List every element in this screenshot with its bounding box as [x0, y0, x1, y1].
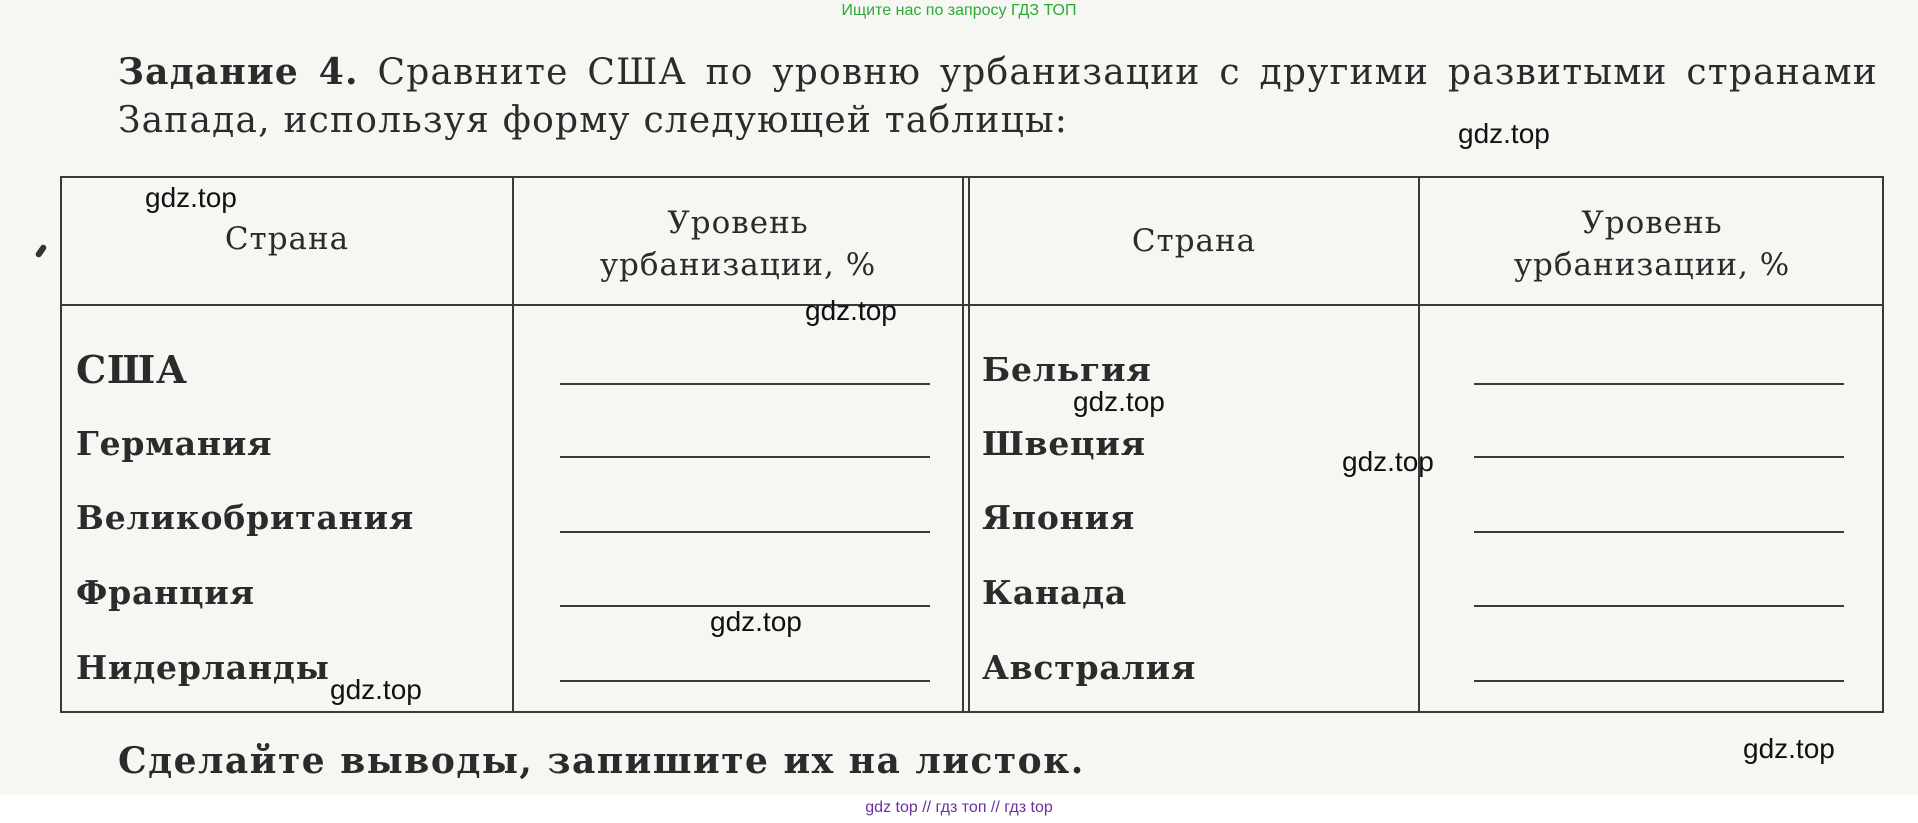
watermark: gdz.top: [330, 674, 422, 705]
answer-line-uk[interactable]: [560, 531, 930, 533]
answer-line-sweden[interactable]: [1474, 456, 1844, 458]
task-text: Сравните США по уровню урбанизации с другими развитыми странами Запада, используя форму следующей таблицы:: [118, 52, 1878, 141]
conclusion-text: Сделайте выводы, запишите их на листок.: [118, 740, 1085, 782]
answer-line-canada[interactable]: [1474, 605, 1844, 607]
answer-line-usa[interactable]: [560, 383, 930, 385]
top-banner[interactable]: Ищите нас по запросу ГДЗ ТОП: [841, 2, 1077, 19]
country-uk: Великобритания: [76, 498, 415, 537]
answer-line-australia[interactable]: [1474, 680, 1844, 682]
header-level-right-line2: урбанизации, %: [1513, 247, 1791, 283]
country-france: Франция: [76, 573, 255, 612]
country-japan: Япония: [982, 498, 1136, 537]
header-level-left-line2: урбанизации, %: [599, 247, 877, 283]
watermark: gdz.top: [1458, 118, 1550, 149]
header-country-left: Страна: [224, 221, 350, 257]
watermark: gdz.top: [1073, 386, 1165, 417]
task-label: Задание 4.: [118, 51, 359, 93]
answer-line-belgium[interactable]: [1474, 383, 1844, 385]
watermark: gdz.top: [1743, 733, 1835, 764]
bottom-banner[interactable]: gdz top // гдз топ // гдз top: [865, 799, 1053, 816]
country-netherlands: Нидерланды: [76, 648, 330, 687]
task-paragraph: [118, 48, 1878, 145]
watermark: gdz.top: [805, 295, 897, 326]
answer-line-japan[interactable]: [1474, 531, 1844, 533]
header-country-right: Страна: [1131, 223, 1257, 259]
header-level-left: [514, 202, 962, 286]
watermark: gdz.top: [1342, 446, 1434, 477]
answer-line-germany[interactable]: [560, 456, 930, 458]
country-australia: Австралия: [982, 648, 1197, 687]
answer-line-netherlands[interactable]: [560, 680, 930, 682]
header-separator: [62, 304, 1882, 306]
country-sweden: Швеция: [982, 424, 1146, 463]
country-germany: Германия: [76, 424, 273, 463]
country-usa: США: [76, 347, 188, 392]
country-canada: Канада: [982, 573, 1128, 612]
header-level-right-line1: Уровень: [1581, 205, 1723, 241]
table-divider: [962, 178, 964, 711]
header-level-right: [1420, 202, 1884, 286]
watermark: gdz.top: [145, 182, 237, 213]
watermark: gdz.top: [710, 606, 802, 637]
country-belgium: Бельгия: [982, 350, 1152, 389]
header-level-left-line1: Уровень: [667, 205, 809, 241]
urbanization-table: [60, 176, 1884, 713]
